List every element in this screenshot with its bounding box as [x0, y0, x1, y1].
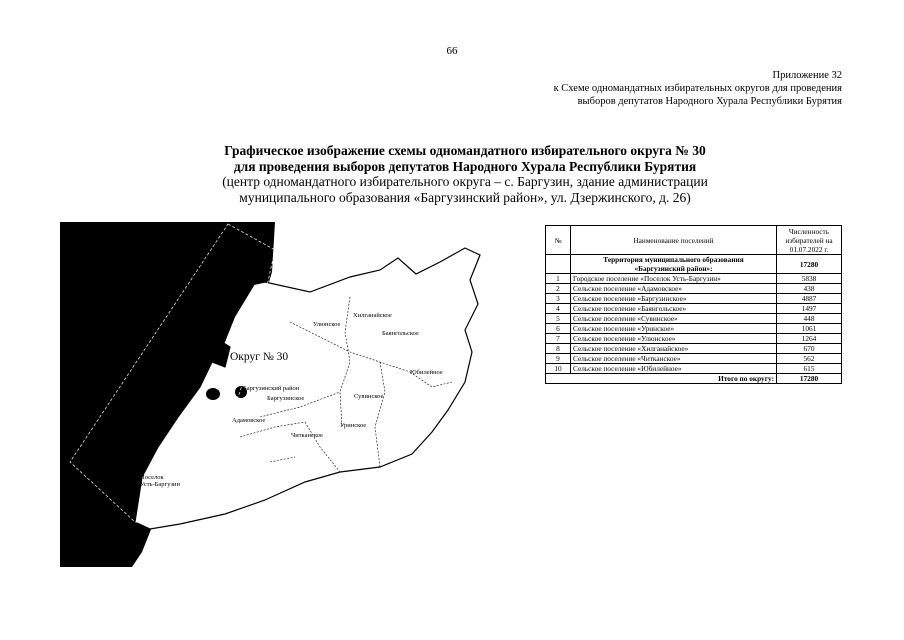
- row-value: 438: [777, 284, 842, 294]
- label-barguzinskoe: Баргузинское: [267, 395, 305, 402]
- label-bayangolskoe: Баянгольское: [382, 330, 419, 337]
- row-value: 1264: [777, 334, 842, 344]
- row-num: 10: [546, 364, 571, 374]
- row-num: 3: [546, 294, 571, 304]
- label-ulyunskoe: Улюнское: [313, 321, 341, 328]
- table-row: [546, 364, 842, 374]
- label-adamovskoe: Адамовское: [232, 417, 266, 424]
- row-num: 8: [546, 344, 571, 354]
- appendix-line-3: выборов депутатов Народного Хурала Республики Бурятия: [577, 96, 842, 107]
- row-name: Сельское поселение «Уринское»: [571, 324, 777, 334]
- row-value: 615: [777, 364, 842, 374]
- territory-line-1: Территория муниципального образования: [603, 255, 744, 264]
- title-line-2: для проведения выборов депутатов Народного Хурала Республики Бурятия: [233, 158, 697, 174]
- row-value: 1061: [777, 324, 842, 334]
- row-num: 4: [546, 304, 571, 314]
- row-value: 4887: [777, 294, 842, 304]
- table-row: [546, 344, 842, 354]
- row-name: Сельское поселение «Баянгольское»: [571, 304, 777, 314]
- table-row: [546, 354, 842, 364]
- total-label: Итого по округу:: [571, 374, 777, 384]
- row-value: 5838: [777, 274, 842, 284]
- island: [206, 388, 220, 400]
- district-map-svg: [60, 222, 540, 567]
- header-num: №: [546, 226, 571, 255]
- row-value: 670: [777, 344, 842, 354]
- label-barguzinsky-rayon: Баргузинский район: [243, 385, 300, 392]
- page-number: 66: [446, 45, 458, 57]
- header-count: [777, 226, 842, 255]
- appendix-line-2: к Схеме одномандатных избирательных округов для проведения: [553, 83, 842, 94]
- row-num: 5: [546, 314, 571, 324]
- territory-value: 17280: [777, 255, 842, 274]
- total-value: 17280: [777, 374, 842, 384]
- row-name: Городское поселение «Поселок Усть-Баргузин»: [571, 274, 777, 284]
- label-suvinskoe: Сувинское: [354, 393, 384, 400]
- header-name: Наименование поселений: [571, 226, 777, 255]
- header-count-line-3: 01.07.2022 г.: [789, 244, 829, 254]
- row-value: 1497: [777, 304, 842, 314]
- territory-row: [546, 255, 842, 274]
- row-num: 7: [546, 334, 571, 344]
- total-num: [546, 374, 571, 384]
- row-num: 6: [546, 324, 571, 334]
- document-title: [160, 143, 770, 205]
- label-poselok: Поселок: [140, 474, 164, 481]
- row-name: Сельское поселение «Читканское»: [571, 354, 777, 364]
- district-map: [60, 222, 540, 567]
- row-value: 562: [777, 354, 842, 364]
- table-row: [546, 294, 842, 304]
- table-body: [546, 274, 842, 374]
- territory-line-2: «Баргузинский район»:: [634, 264, 713, 273]
- appendix-note: [554, 69, 842, 108]
- row-num: 1: [546, 274, 571, 284]
- table-row: [546, 304, 842, 314]
- label-khilganayskoe: Хилганайское: [353, 312, 392, 319]
- appendix-line-1: Приложение 32: [772, 70, 842, 81]
- header-count-line-1: Численность: [788, 226, 830, 236]
- row-name: Сельское поселение «Хилганайское»: [571, 344, 777, 354]
- row-num: 2: [546, 284, 571, 294]
- table-row: [546, 334, 842, 344]
- territory-num: [546, 255, 571, 274]
- label-ust-barguzin: Усть-Баргузин: [140, 481, 180, 488]
- label-urinskoe: Уринское: [340, 422, 367, 429]
- row-name: Сельское поселение «Адамовское»: [571, 284, 777, 294]
- row-name: Сельское поселение «Сувинское»: [571, 314, 777, 324]
- label-chitkanskoe: Читканское: [291, 432, 323, 439]
- table-header-row: [546, 226, 842, 255]
- title-line-3: (центр одномандатного избирательного округа – с. Баргузин, здание администрации: [222, 174, 708, 189]
- label-district: Округ № 30: [230, 351, 289, 363]
- title-line-4: муниципального образования «Баргузинский район», ул. Дзержинского, д. 26): [239, 189, 691, 205]
- title-line-1: Графическое изображение схемы одномандатного избирательного округа № 30: [224, 143, 706, 158]
- settlements-table: [545, 225, 842, 384]
- territory-name: [571, 255, 777, 274]
- row-num: 9: [546, 354, 571, 364]
- row-value: 448: [777, 314, 842, 324]
- table-row: [546, 324, 842, 334]
- header-count-line-2: избирателей на: [785, 235, 833, 245]
- row-name: Сельское поселение «Улюнское»: [571, 334, 777, 344]
- row-name: Сельское поселение «Баргузинское»: [571, 294, 777, 304]
- table-row: [546, 284, 842, 294]
- table-row: [546, 274, 842, 284]
- label-yubileynoe: Юбилейное: [410, 369, 443, 376]
- total-row: [546, 374, 842, 384]
- table-row: [546, 314, 842, 324]
- row-name: Сельское поселение «Юбилейное»: [571, 364, 777, 374]
